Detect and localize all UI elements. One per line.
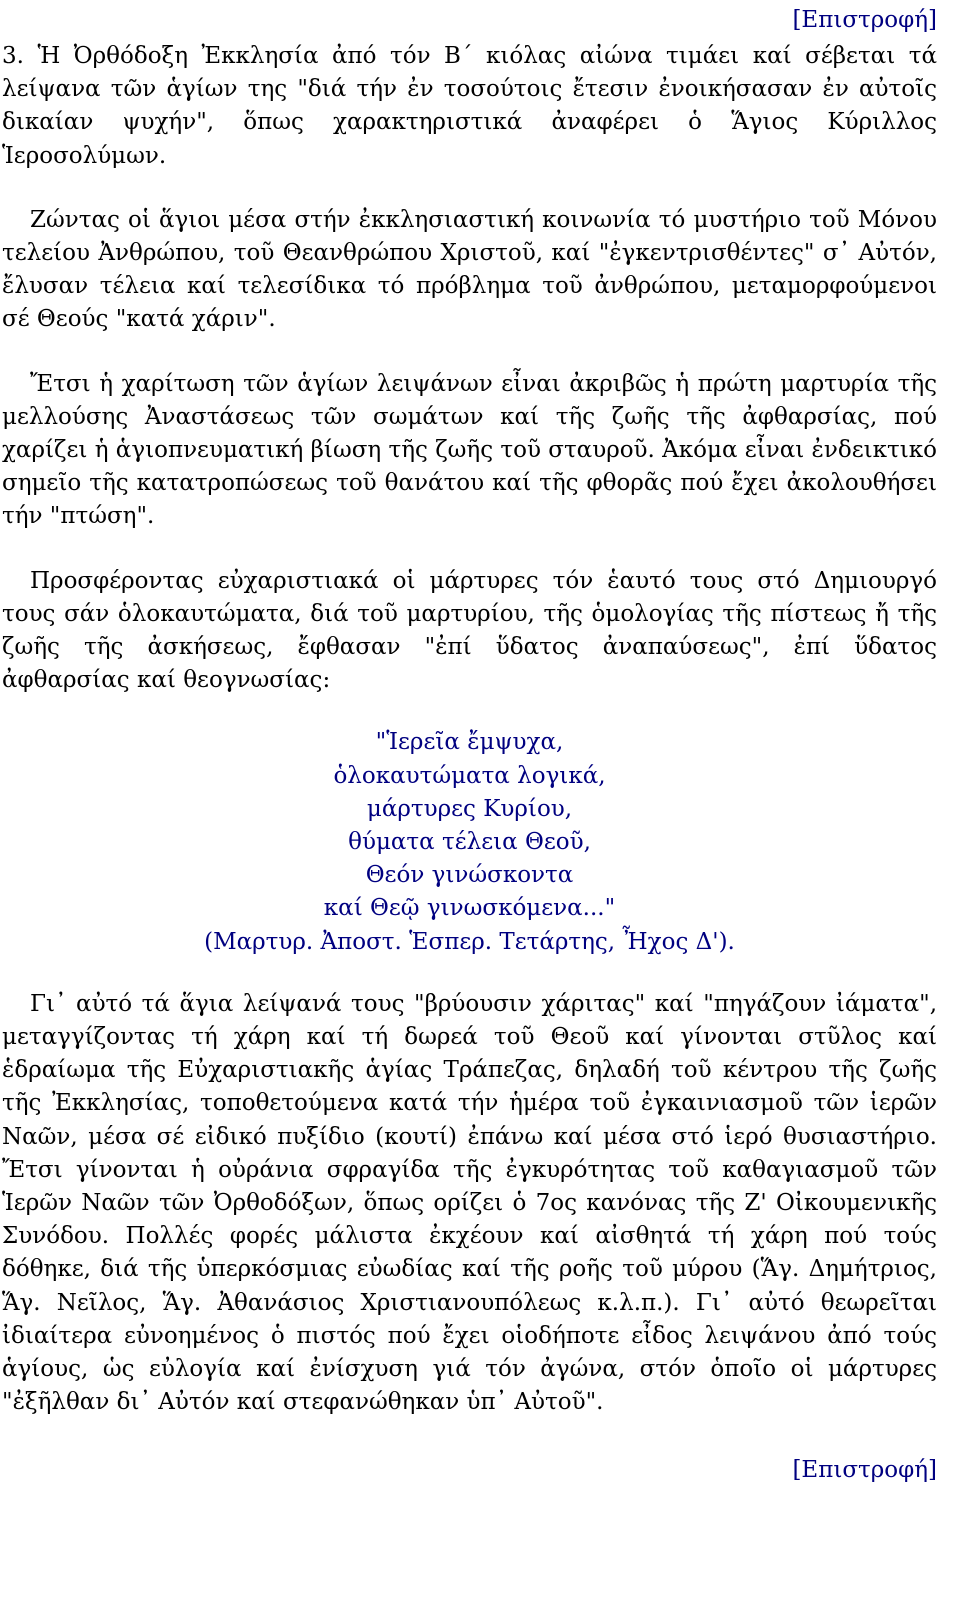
paragraph-2 <box>2 204 937 337</box>
back-link-bottom[interactable]: [Επιστροφή] <box>792 1457 937 1484</box>
hymn-line: θύματα τέλεια Θεοῦ, <box>348 829 591 856</box>
back-link-top[interactable]: [Επιστροφή] <box>792 7 937 33</box>
bottom-navigation <box>2 1450 937 1490</box>
paragraph-4-text: Προσφέροντας εὐχαριστιακά οἱ μάρτυρες τόν ἑαυτό τους στό Δημιουργό τους σάν ὁλοκαυτώματα, διά τοῦ μαρτυρίου, τῆς ὁμολογίας τῆς πίστεως ἤ τῆς ζωῆς τῆς ἀσκήσεως, ἔφθασαν "ἐπί ὕδατος ἀναπαύσεως", ἐπί ὕδατος ἀφθαρσίας καί θεογνωσίας: <box>2 567 937 694</box>
hymn-line: Θεόν γινώσκοντα <box>365 862 574 889</box>
paragraph-3-text: Ἔτσι ἡ χαρίτωση τῶν ἁγίων λειψάνων εἶναι ἀκριβῶς ἡ πρώτη μαρτυρία τῆς μελλούσης Ἀναστάσεως τῶν σωμάτων καί τῆς ζωῆς τῆς ἀφθαρσίας, πού χαρίζει ἡ ἁγιοπνευματική βίωση τῆς ζωῆς τοῦ σταυροῦ. Ἀκόμα εἶναι ἐνδεικτικό σημεῖο τῆς κατατροπώσεως τοῦ θανάτου καί τῆς φθορᾶς πού ἔχει ἀκολουθήσει τήν "πτώση". <box>2 370 938 530</box>
hymn-citation: (Μαρτυρ. Ἀποστ. Ἑσπερ. Τετάρτης, Ἦχος Δ'). <box>204 928 735 955</box>
hymn-quote <box>2 726 937 958</box>
paragraph-5 <box>2 988 937 1420</box>
hymn-line: καί Θεῷ γινωσκόμενα..." <box>323 895 616 922</box>
hymn-line: ὁλοκαυτώματα λογικά, <box>333 762 606 789</box>
paragraph-5-text: Γι᾽ αὐτό τά ἅγια λείψανά τους "βρύουσιν χάριτας" καί "πηγάζουν ἰάματα", μεταγγίζοντας τή χάρη καί τή δωρεά τοῦ Θεοῦ καί γίνονται στῦλος καί ἑδραίωμα τῆς Εὐχαριστιακῆς ἁγίας Τράπεζας, δηλαδή τοῦ κέντρου τῆς ζωῆς τῆς Ἐκκλησίας, τοποθετούμενα κατά τήν ἡμέρα τοῦ ἐγκαινιασμοῦ τῶν ἱερῶν Ναῶν, μέσα σέ εἰδικό πυξίδιο (κουτί) ἐπάνω καί μέσα στό ἱερό θυσιαστήριο. Ἔτσι γίνονται ἡ οὐράνια σφραγίδα τῆς ἐγκυρότητας τοῦ καθαγιασμοῦ τῶν Ἱερῶν Ναῶν τῶν Ὀρθοδόξων, ὅπως ορίζει ὁ 7ος κανόνας τῆς Ζ' Οἰκουμενικῆς Συνόδου. Πολλές φορές μάλιστα ἐκχέουν καί αἰσθητά τή χάρη πού τούς δόθηκε, διά τῆς ὑπερκόσμιας εὐωδίας καί τῆς ροῆς τοῦ μύρου (Ἅγ. Δημήτριος, Ἅγ. Νεῖλος, Ἅγ. Ἀθανάσιος Χριστιανουπόλεως κ.λ.π.). Γι᾽ αὐτό θεωρεῖται ἰδιαίτερα εὐνοημένος ὁ πιστός πού ἔχει οἱοδήποτε εἶδος λειψάνου ἀπό τούς ἁγίους, ὡς εὐλογία καί ἐνίσχυση γιά τόν ἀγώνα, στόν ὁποῖο οἱ μάρτυρες "ἐξῆλθαν δι᾽ Αὐτόν καί στεφανώθηκαν ὑπ᾽ Αὐτοῦ". <box>2 990 937 1416</box>
paragraph-4 <box>2 565 937 698</box>
top-navigation <box>2 0 937 40</box>
hymn-line: μάρτυρες Κυρίου, <box>366 795 573 822</box>
paragraph-2-text: Ζώντας οἱ ἅγιοι μέσα στήν ἐκκλησιαστική κοινωνία τό μυστήριο τοῦ Μόνου τελείου Ἀνθρώπου, τοῦ Θεανθρώπου Χριστοῦ, καί "ἐγκεντρισθέντες" σ᾽ Αὐτόν, ἔλυσαν τέλεια καί τελεσίδικα τό πρόβλημα τοῦ ἀνθρώπου, μεταμορφούμενοι σέ Θεούς "κατά χάριν". <box>2 206 937 333</box>
paragraph-1: 3. Ἡ Ὀρθόδοξη Ἐκκλησία ἀπό τόν Β΄ κιόλας αἰώνα τιμάει καί σέβεται τά λείψανα τῶν ἁγίων της "διά τήν ἐν τοσούτοις ἔτεσιν ἐνοικήσασαν ἐν αὐτοῖς δικαίαν ψυχήν", ὅπως χαρακτηριστικά ἀναφέρει ὁ Ἅγιος Κύριλλος Ἱεροσολύμων. <box>2 43 937 169</box>
hymn-line: "Ἱερεῖα ἔμψυχα, <box>375 729 564 756</box>
paragraph-3 <box>2 368 937 534</box>
